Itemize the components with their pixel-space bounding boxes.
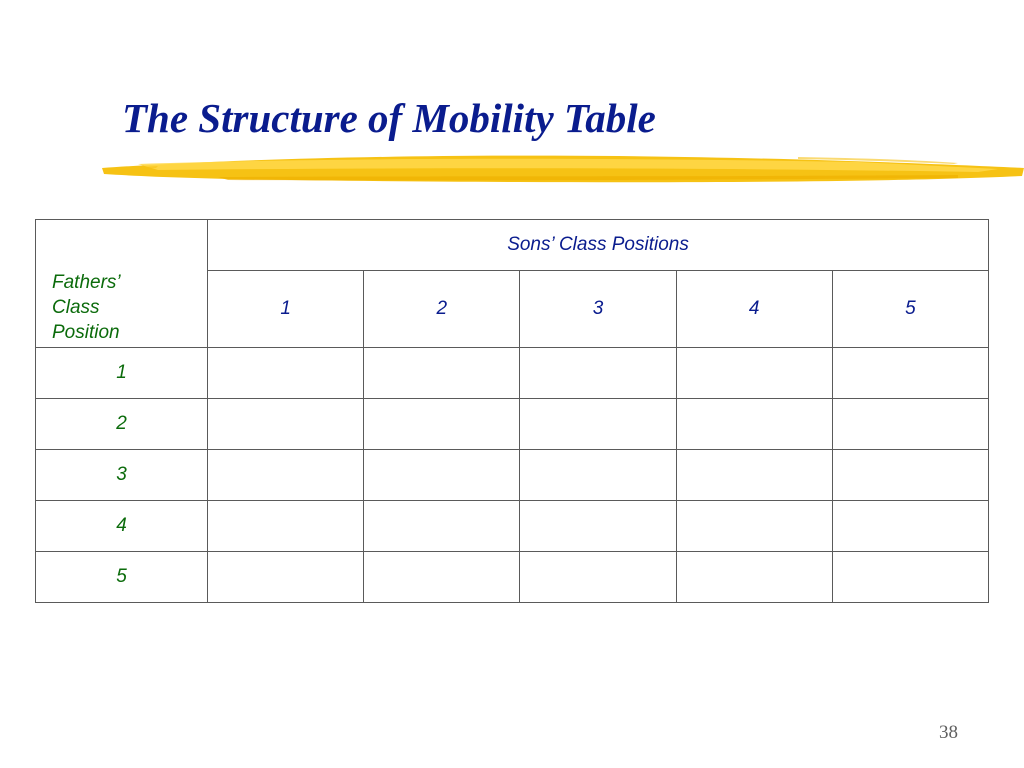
- table-cell: [676, 450, 832, 501]
- row-header: 3: [36, 450, 208, 501]
- table-cell: [676, 348, 832, 399]
- table-cell: [364, 399, 520, 450]
- fathers-class-position-label: [36, 220, 208, 348]
- column-header: 3: [520, 271, 676, 348]
- table-row: [36, 501, 989, 552]
- table-cell: [832, 552, 988, 603]
- mobility-table: [35, 219, 989, 603]
- corner-label-line: Position: [52, 322, 120, 343]
- table-cell: [520, 552, 676, 603]
- table-cell: [832, 399, 988, 450]
- table-row: [36, 552, 989, 603]
- row-header: 5: [36, 552, 208, 603]
- table-row: [36, 399, 989, 450]
- table-cell: [520, 399, 676, 450]
- row-header: 4: [36, 501, 208, 552]
- table-cell: [364, 450, 520, 501]
- table-cell: [208, 552, 364, 603]
- corner-label-line: Class: [52, 297, 100, 318]
- sons-class-positions-header: Sons’ Class Positions: [208, 220, 989, 271]
- table-cell: [208, 348, 364, 399]
- column-header: 2: [364, 271, 520, 348]
- column-header: 5: [832, 271, 988, 348]
- row-header: 2: [36, 399, 208, 450]
- table-cell: [364, 348, 520, 399]
- column-header: 4: [676, 271, 832, 348]
- table-cell: [364, 552, 520, 603]
- table-row: [36, 450, 989, 501]
- table-cell: [832, 348, 988, 399]
- row-header: 1: [36, 348, 208, 399]
- table-cell: [208, 399, 364, 450]
- table-cell: [676, 399, 832, 450]
- table-cell: [520, 501, 676, 552]
- table-cell: [520, 348, 676, 399]
- corner-label-line: Fathers’: [52, 272, 121, 293]
- table-cell: [208, 501, 364, 552]
- yellow-highlight-stroke: [98, 148, 1024, 188]
- table-cell: [832, 450, 988, 501]
- table-row: [36, 348, 989, 399]
- page-number: 38: [939, 722, 958, 743]
- table-cell: [208, 450, 364, 501]
- table-cell: [676, 501, 832, 552]
- table-cell: [520, 450, 676, 501]
- table-cell: [676, 552, 832, 603]
- column-header: 1: [208, 271, 364, 348]
- table-cell: [832, 501, 988, 552]
- table-cell: [364, 501, 520, 552]
- slide-title: The Structure of Mobility Table: [122, 95, 656, 141]
